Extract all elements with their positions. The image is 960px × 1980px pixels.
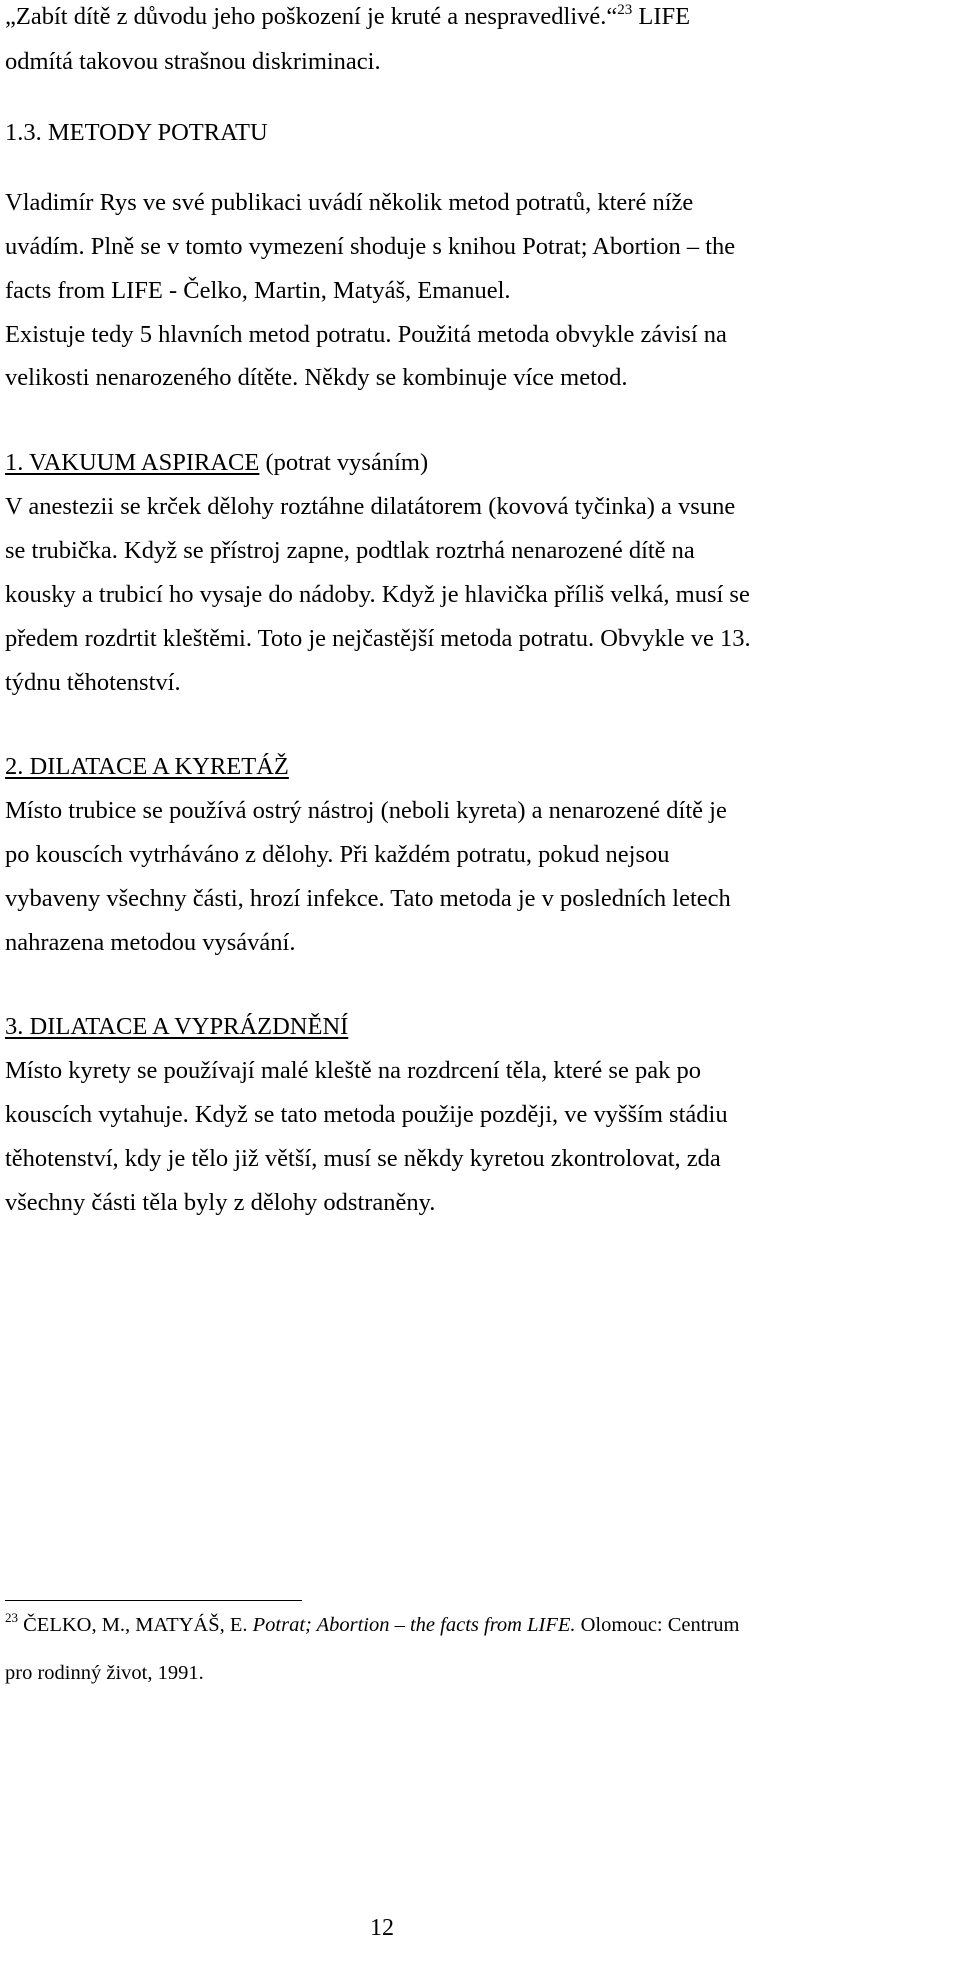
footnote: $^{23}$ ČELKO, M., MATYÁŠ, E. Potrat; Abortion – the facts from LIFE. Olomouc: Centrum — [5, 1610, 740, 1636]
text-line: velikosti nenarozeného dítěte. Někdy se kombinuje více metod. — [5, 364, 628, 391]
text-line: po kouscích vytrháváno z dělohy. Při každém potratu, pokud nejsou — [5, 841, 670, 868]
text-line: vybaveny všechny části, hrozí infekce. Tato metoda je v posledních letech — [5, 885, 731, 912]
text-line: odmítá takovou strašnou diskriminaci. — [5, 48, 381, 75]
text-line: Místo kyrety se používají malé kleště na rozdrcení těla, které se pak po — [5, 1057, 701, 1084]
text-line: předem rozdrtit kleštěmi. Toto je nejčastější metoda potratu. Obvykle ve 13. — [5, 625, 751, 652]
footnote-number: 23 — [5, 1610, 18, 1625]
text-line: Vladimír Rys ve své publikaci uvádí několik metod potratů, které níže — [5, 189, 694, 216]
text-line: Místo trubice se používá ostrý nástroj (neboli kyreta) a nenarozené dítě je — [5, 797, 727, 824]
text-line: se trubička. Když se přístroj zapne, podtlak roztrhá nenarozené dítě na — [5, 537, 695, 564]
text-line: všechny části těla byly z dělohy odstraněny. — [5, 1189, 436, 1216]
text-line: uvádím. Plně se v tomto vymezení shoduje s knihou Potrat; Abortion – the — [5, 233, 736, 260]
text-line: V anestezii se krček dělohy roztáhne dilatátorem (kovová tyčinka) a vsune — [5, 493, 736, 520]
section-heading: 1.3. METODY POTRATU — [5, 119, 268, 146]
text-line: kousky a trubicí ho vysaje do nádoby. Když je hlavička příliš velká, musí se — [5, 581, 750, 608]
text-line: týdnu těhotenství. — [5, 669, 181, 696]
method-heading-dilatace-vyprazdneni: 3. DILATACE A VYPRÁZDNĚNÍ — [5, 1013, 349, 1040]
text-line: Existuje tedy 5 hlavních metod potratu. Použitá metoda obvykle závisí na — [5, 321, 727, 348]
text-line: facts from LIFE - Čelko, Martin, Matyáš, Emanuel. — [5, 277, 511, 304]
text-line: těhotenství, kdy je tělo již větší, musí se někdy kyretou zkontrolovat, zda — [5, 1145, 721, 1172]
text-line: „Zabít dítě z důvodu jeho poškození je kruté a nespravedlivé.“$^{23}$ LIFE — [5, 2, 691, 30]
text-line: nahrazena metodou vysávání. — [5, 929, 296, 956]
method-heading-vakuum-aspirace: 1. VAKUUM ASPIRACE (potrat vysáním) — [5, 449, 429, 476]
footnote-separator — [5, 1600, 302, 1601]
footnote-line: pro rodinný život, 1991. — [5, 1662, 204, 1684]
footnote-title: Potrat; Abortion – the facts from LIFE. — [252, 1614, 576, 1636]
method-heading-dilatace-kyretaz: 2. DILATACE A KYRETÁŽ — [5, 753, 289, 780]
text-line: kouscích vytahuje. Když se tato metoda použije později, ve vyšším stádiu — [5, 1101, 728, 1128]
page-number: 12 — [370, 1915, 394, 1941]
footnote-reference: 23 — [617, 2, 633, 18]
